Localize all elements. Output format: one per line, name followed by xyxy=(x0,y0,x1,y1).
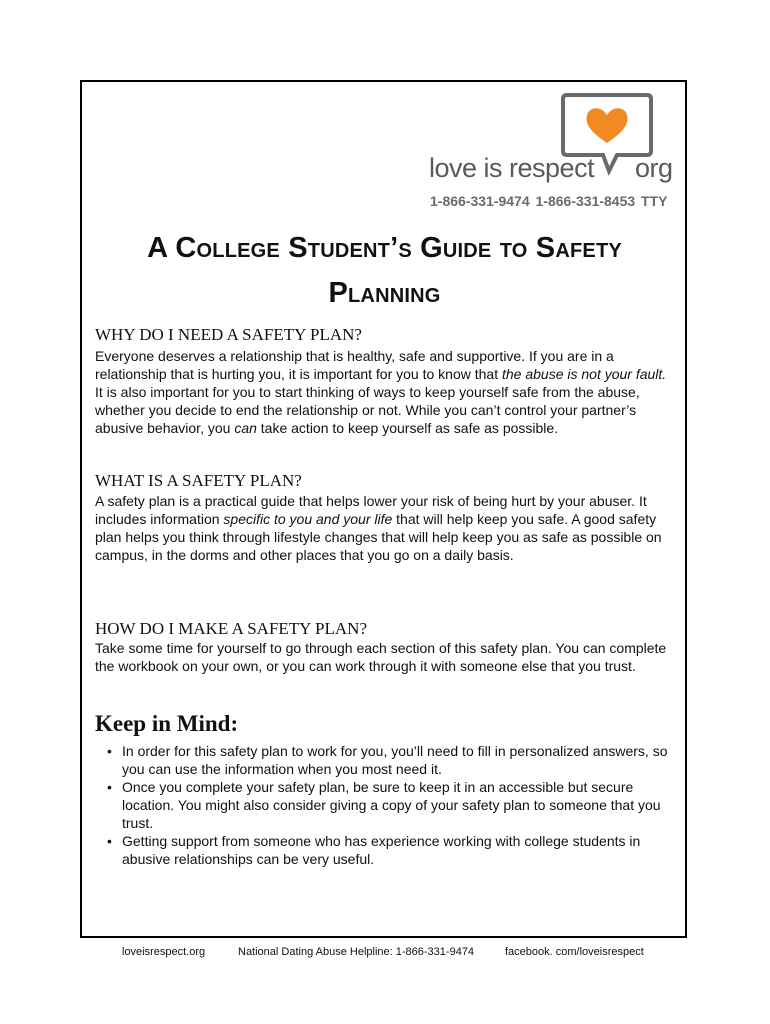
list-item-text: Once you complete your safety plan, be sure to keep it in an accessible but secure location. You might also consider giving a copy of your safety plan to someone that you trust. xyxy=(122,779,661,831)
logo-tld: org xyxy=(635,153,673,183)
section-heading-what: WHAT IS A SAFETY PLAN? xyxy=(95,471,302,490)
page-title xyxy=(88,226,681,316)
list-item xyxy=(104,778,679,832)
footer-facebook: facebook. com/loveisrespect xyxy=(505,946,644,958)
emphasis-text: can xyxy=(234,420,257,436)
body-text: take action to keep yourself as safe as possible. xyxy=(256,420,559,436)
emphasis-text: specific to you and your life xyxy=(223,511,393,527)
body-text: It is also important for you to start thinking of ways to keep yourself safe from the abuse, whether you decide to end the relationship or not. While you can’t control your partner’s abusive behavior, you xyxy=(95,384,640,436)
list-item xyxy=(104,742,679,778)
section-heading-why: WHY DO I NEED A SAFETY PLAN? xyxy=(95,325,362,344)
footer-website: loveisrespect.org xyxy=(122,946,206,958)
loveisrespect-logo xyxy=(429,91,684,216)
body-text: Everyone deserves a relationship that is healthy, safe and supportive. If you are in a relationship that is hurting you, it is important for you to know that xyxy=(95,348,614,382)
bullet-icon: • xyxy=(107,833,112,849)
section-body-what xyxy=(95,492,675,564)
title-line-1: A College Student’s Guide to Safety xyxy=(147,232,622,264)
bullet-icon: • xyxy=(107,779,112,795)
section-body-how: Take some time for yourself to go through each section of this safety plan. You can complete the workbook on your own, or you can work through it with someone else that you trust. xyxy=(95,640,667,674)
footer-helpline: National Dating Abuse Helpline: 1-866-331-9474 xyxy=(238,946,475,958)
title-line-2: Planning xyxy=(328,277,441,309)
section-heading-how: HOW DO I MAKE A SAFETY PLAN? xyxy=(95,619,367,638)
keep-in-mind-heading: Keep in Mind: xyxy=(95,711,239,736)
list-item-text: In order for this safety plan to work for you, you’ll need to fill in personalized answers, so you can use the information when you most need it. xyxy=(122,743,668,777)
emphasis-text: the abuse is not your fault. xyxy=(501,366,667,382)
list-item-text: Getting support from someone who has experience working with college students in abusive relationships can be very useful. xyxy=(122,833,641,867)
logo-wordmark: love is respect xyxy=(429,153,595,183)
logo-phone-numbers: 1-866-331-9474 1-866-331-8453 TTY xyxy=(430,193,668,209)
body-text: that will help keep you safe. A good safety plan helps you think through lifestyle changes that will help keep you as safe as possible on campus, in the dorms and other places that you go on a daily basis. xyxy=(95,511,662,563)
list-item xyxy=(104,832,679,868)
bullet-icon: • xyxy=(107,743,112,759)
body-text: A safety plan is a practical guide that helps lower your risk of being hurt by your abuser. It includes information xyxy=(95,493,647,527)
keep-in-mind-list xyxy=(104,742,679,868)
section-body-why xyxy=(95,347,675,437)
